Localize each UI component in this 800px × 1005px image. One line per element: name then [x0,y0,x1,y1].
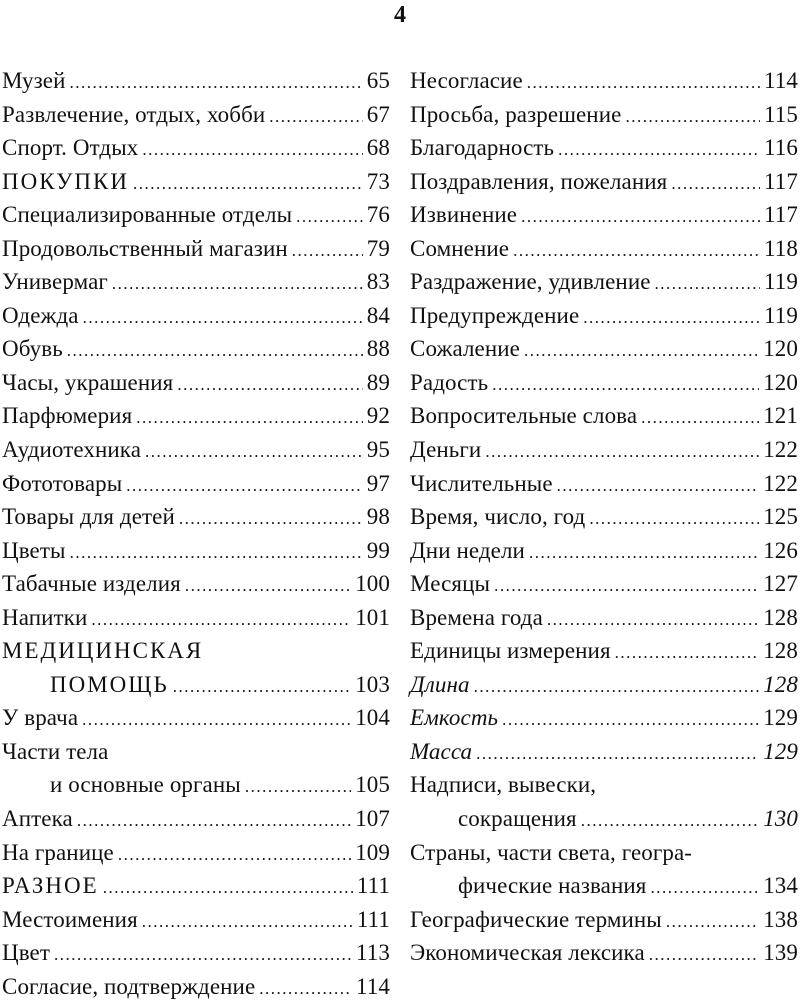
toc-entry-label: Длина [410,671,470,697]
toc-entry-page: 129 [763,738,798,764]
toc-entry-label: Согласие, подтверждение [2,973,256,999]
toc-entry-label: Несогласие [410,68,523,93]
toc-entry [410,869,798,903]
toc-entry-label: Вопросительные слова [410,403,638,429]
toc-entry-page: 100 [355,571,390,597]
toc-entry-page: 111 [356,906,390,932]
dot-leader [547,603,759,637]
toc-entry-page: 118 [764,235,798,261]
toc-section-heading [2,165,390,199]
toc-entry-page: 121 [763,403,798,429]
toc-entry [2,735,390,769]
toc-entry-label: Времена года [410,604,543,630]
toc-entry-label: Музей [2,68,66,93]
dot-leader [77,804,351,838]
toc-entry-label: Напитки [2,604,88,630]
toc-entry-label: Табачные изделия [2,571,181,597]
toc-entry-label: Поздравления, пожелания [410,168,668,194]
toc-entry-label: Благодарность [410,135,555,161]
toc-entry-label: Товары для детей [2,504,175,530]
toc-entry-label: Аудиотехника [2,437,142,463]
dot-leader [112,267,363,301]
dot-leader [476,737,759,771]
toc-entry [2,98,390,132]
toc-entry [2,265,390,299]
dot-leader [615,636,760,670]
toc-entry [2,399,390,433]
dot-leader [494,569,759,603]
toc-entry [2,802,390,836]
dot-leader [67,334,363,368]
toc-entry-page: 117 [764,202,798,228]
toc-entry-page: 68 [366,135,390,161]
toc-entry-page: 111 [356,873,390,899]
dot-leader [126,469,363,503]
toc-entry [2,836,390,870]
toc-entry [410,534,798,568]
toc-entry-page: 99 [366,537,390,563]
dot-leader [502,703,759,737]
toc-entry-page: 95 [366,437,390,463]
toc-entry-label: Раздражение, удивление [410,269,651,295]
toc-entry [410,768,798,802]
toc-entry-page: 138 [763,906,798,932]
toc-entry [2,601,390,635]
dot-leader [133,167,363,201]
toc-entry-page: 107 [355,806,390,832]
toc-section-heading [2,668,390,702]
toc-entry-label: Специализированные отделы [2,202,293,228]
toc-entry [2,970,390,1004]
dot-leader [474,670,760,704]
toc-entry [410,64,798,98]
dot-leader [118,838,351,872]
toc-entry-label: ПОКУПКИ [2,168,129,194]
dot-leader [82,703,351,737]
toc-entry-label: Единицы измерения [410,638,611,664]
toc-entry-page: 65 [366,68,390,93]
toc-entry-label: Части тела [2,738,109,764]
toc-entry-label: На границе [2,839,114,865]
toc-entry [410,567,798,601]
toc-entry [2,467,390,501]
dot-leader [583,301,760,335]
toc-entry [410,836,798,870]
toc-entry [410,332,798,366]
toc-entry-label: Экономическая лексика [410,940,645,966]
toc-entry-page: 128 [763,638,798,664]
toc-entry-label: У врача [2,705,79,731]
dot-leader [485,435,759,469]
toc-entry [2,232,390,266]
toc-entry-page: 128 [763,604,798,630]
toc-entry [410,198,798,232]
toc-entry-page: 113 [356,940,390,966]
dot-leader [650,871,759,905]
toc-entry-label: Развлечение, отдых, хобби [2,101,266,127]
dot-leader [641,401,759,435]
toc-entry [410,232,798,266]
dot-leader [136,401,363,435]
toc-entry-label: и основные органы [50,772,241,798]
toc-entry-page: 119 [764,302,798,328]
toc-entry-label: Деньги [410,437,482,463]
toc-subentry [410,668,798,702]
toc-entry-page: 97 [366,470,390,496]
toc-entry-label: Масса [410,738,473,764]
toc-entry-label: Часы, украшения [2,369,174,395]
toc-entry-page: 126 [763,537,798,563]
toc-entry-label: ПОМОЩЬ [50,671,169,697]
toc-entry [410,433,798,467]
toc-entry [2,131,390,165]
toc-entry [2,198,390,232]
toc-entry-label: Цветы [2,537,66,563]
toc-entry-label: Числительные [410,470,553,496]
toc-entry-page: 103 [355,671,390,697]
toc-entry-label: Предупреждение [410,302,580,328]
toc-entry-page: 115 [764,101,798,127]
toc-entry [2,534,390,568]
toc-entry-label: Извинение [410,202,518,228]
toc-entry-page: 92 [366,403,390,429]
toc-entry [2,768,390,802]
dot-leader [557,469,760,503]
toc-entry-page: 89 [366,369,390,395]
page-number: 4 [394,2,406,28]
toc-entry [410,299,798,333]
dot-leader [103,871,353,905]
toc-entry-label: Время, число, год [410,504,586,530]
toc-entry [410,467,798,501]
toc-entry [410,265,798,299]
toc-entry-page: 67 [366,101,390,127]
toc-entry [410,500,798,534]
dot-leader [524,334,759,368]
dot-leader [513,234,760,268]
toc-entry-page: 122 [763,437,798,463]
toc-entry [2,936,390,970]
toc-entry-label: Спорт. Отдых [2,135,139,161]
toc-entry [2,332,390,366]
toc-entry [410,936,798,970]
toc-entry-page: 130 [763,806,798,832]
toc-entry-label: Сожаление [410,336,520,362]
toc-entry-label: Надписи, вывески, [410,772,597,798]
dot-leader [145,435,363,469]
toc-entry-page: 104 [355,705,390,731]
toc-entry-label: фические названия [458,873,647,899]
toc-entry-page: 98 [366,504,390,530]
toc-entry [2,567,390,601]
toc-entry [410,903,798,937]
toc-entry-page: 88 [366,336,390,362]
toc-entry-page: 79 [366,235,390,261]
toc-entry-page: 127 [763,571,798,597]
toc-entry-label: Страны, части света, геогра- [410,839,693,865]
toc-entry-label: Одежда [2,302,79,328]
toc-entry-label: сокращения [458,806,577,832]
toc-entry-page: 76 [366,202,390,228]
dot-leader [91,603,351,637]
toc-entry [410,131,798,165]
toc-entry-label: Радость [410,369,489,395]
toc-entry-page: 128 [763,671,798,697]
dot-leader [142,133,362,167]
toc-entry-page: 84 [366,302,390,328]
toc-entry [2,299,390,333]
toc-entry-page: 120 [763,336,798,362]
toc-entry [410,366,798,400]
dot-leader [492,368,759,402]
dot-leader [179,502,363,536]
dot-leader [558,133,760,167]
toc-entry [410,98,798,132]
toc-entry-page: 119 [764,269,798,295]
toc-entry [2,366,390,400]
dot-leader [142,905,353,939]
toc-right-column [410,64,798,970]
toc-entry [410,634,798,668]
toc-entry [410,399,798,433]
dot-leader [173,670,351,704]
toc-entry-page: 125 [763,504,798,530]
toc-entry [2,903,390,937]
toc-entry-page: 83 [366,269,390,295]
toc-entry-label: Местоимения [2,906,138,932]
toc-entry-label: Сомнение [410,235,510,261]
dot-leader [83,301,363,335]
dot-leader [655,267,761,301]
toc-entry-page: 120 [763,369,798,395]
dot-leader [649,938,759,972]
toc-entry [2,64,390,98]
toc-entry-page: 114 [356,973,390,999]
dot-leader [527,66,760,100]
dot-leader [521,200,760,234]
toc-entry-page: 105 [355,772,390,798]
toc-section-heading [2,634,390,668]
dot-leader [69,66,362,100]
toc-entry-page: 116 [764,135,798,161]
toc-entry-page: 117 [764,168,798,194]
toc-entry-label: Универмаг [2,269,108,295]
toc-entry [410,601,798,635]
dot-leader [292,234,363,268]
toc-entry-page: 122 [763,470,798,496]
toc-left-column [2,64,390,1003]
toc-entry [2,433,390,467]
dot-leader [296,200,363,234]
toc-entry-page: 109 [355,839,390,865]
toc-entry [2,500,390,534]
dot-leader [269,100,363,134]
toc-entry-label: Парфюмерия [2,403,133,429]
dot-leader [666,905,759,939]
dot-leader [529,536,759,570]
dot-leader [54,938,352,972]
toc-subentry [410,735,798,769]
toc-entry-page: 114 [764,68,798,93]
toc-section-heading [2,869,390,903]
dot-leader [625,100,760,134]
toc-entry-page: 139 [763,940,798,966]
toc-entry-page: 134 [763,873,798,899]
toc-entry-label: Просьба, разрешение [410,101,622,127]
toc-entry-page: 129 [763,705,798,731]
toc-entry-label: Емкость [410,705,499,731]
toc-subentry [410,701,798,735]
dot-leader [589,502,759,536]
dot-leader [185,569,351,603]
toc-entry-label: Географические термины [410,906,662,932]
dot-leader [245,770,351,804]
dot-leader [259,972,352,1005]
toc-entry [2,701,390,735]
toc-entry-label: Цвет [2,940,50,966]
dot-leader [671,167,760,201]
toc-entry-label: Обувь [2,336,63,362]
toc-entry-label: Аптека [2,806,73,832]
toc-entry-label: МЕДИЦИНСКАЯ [2,638,204,664]
toc-entry-page: 73 [366,168,390,194]
toc-entry [410,802,798,836]
dot-leader [581,804,759,838]
toc-entry-label: Дни недели [410,537,525,563]
toc-entry-page: 101 [355,604,390,630]
dot-leader [70,536,363,570]
toc-entry-label: Фототовары [2,470,123,496]
toc-entry-label: РАЗНОЕ [2,873,99,899]
dot-leader [177,368,362,402]
toc-entry-label: Продовольственный магазин [2,235,288,261]
toc-entry [410,165,798,199]
toc-entry-label: Месяцы [410,571,491,597]
